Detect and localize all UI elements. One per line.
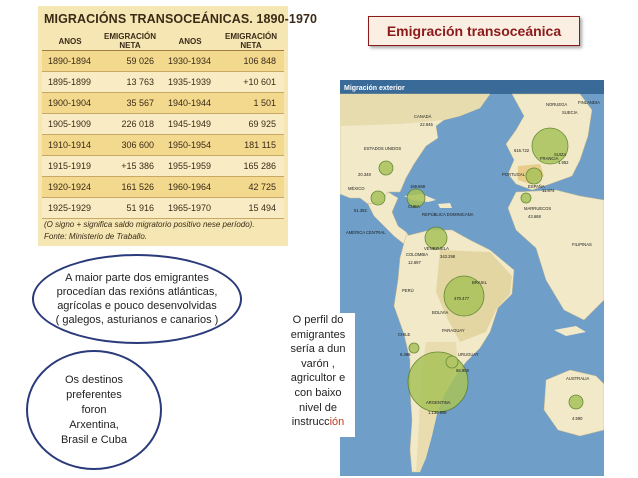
map-number-morocco: 43.668: [528, 214, 541, 219]
profile-line-8: [281, 415, 355, 430]
map-number-mexico: 51.392: [354, 208, 367, 213]
circle-morocco: [521, 193, 531, 203]
map-label-paraguay: PARAGUAY: [442, 328, 465, 333]
map-label-uruguay: URUGUAY: [458, 352, 479, 357]
map-label-australia: AUSTRALIA: [566, 376, 590, 381]
cell-net-2: 181 115: [218, 135, 284, 156]
cell-years-1: 1915-1919: [42, 156, 98, 177]
cell-net-2: 15 494: [218, 198, 284, 219]
cell-years-2: 1945-1949: [162, 114, 218, 135]
migration-table-panel: [38, 6, 318, 246]
profile-line-1: O perfil do: [292, 314, 344, 326]
map-number-chile: 6.398: [400, 352, 411, 357]
map-label-suiza: SUIZA: [554, 152, 567, 157]
cell-years-2: 1935-1939: [162, 72, 218, 93]
table-row: [42, 198, 284, 219]
header-net-1: EMIGRACIÓN NETA: [98, 32, 162, 51]
map-number-usa: 20.348: [358, 172, 371, 177]
destinations-line-2: preferentes: [66, 388, 122, 401]
map-number-canada: 22.945: [420, 122, 433, 127]
table-source: Fonte: Ministerio de Traballo.: [44, 232, 148, 241]
map-label-morocco: MARRUECOS: [524, 206, 552, 211]
reasons-line-3: agrícolas e pouco desenvolvidas: [57, 300, 217, 312]
cell-years-1: 1925-1929: [42, 198, 98, 219]
reasons-line-1: A maior parte dos emigrantes: [65, 272, 209, 284]
table-row: [42, 135, 284, 156]
map-label-mexico: MÉXICO: [348, 186, 365, 191]
map-label-brasil: BRASIL: [472, 280, 487, 285]
table-row: [42, 114, 284, 135]
map-label-usa: ESTADOS UNIDOS: [364, 146, 402, 151]
cell-net-1: 13 763: [98, 72, 162, 93]
map-label-america-central: AMÉRICA CENTRAL: [346, 230, 386, 235]
profile-line-7: nivel de: [299, 401, 337, 414]
reasons-line-4: ( galegos, asturianos e canarios ): [55, 314, 219, 326]
cell-net-2: +10 601: [218, 72, 284, 93]
circle-chile: [409, 343, 419, 353]
cell-years-2: 1955-1959: [162, 156, 218, 177]
map-label-chile: CHILE: [398, 332, 411, 337]
map-label-peru: PERÚ: [402, 288, 414, 293]
cell-years-2: 1960-1964: [162, 177, 218, 198]
profile-line-3: sería a dun: [290, 343, 346, 356]
map-label-finland: FINLANDIA: [578, 100, 600, 105]
cell-net-2: 42 725: [218, 177, 284, 198]
origin-regions-ellipse: [32, 254, 242, 344]
map-label-bolivia: BOLIVIA: [432, 310, 449, 315]
reasons-line-2: procedían das rexións atlánticas,: [56, 286, 218, 298]
map-label-argentina: ARGENTINA: [426, 400, 451, 405]
map-number-australia: 4.590: [572, 416, 583, 421]
profile-line-5: agricultor e: [290, 372, 346, 385]
map-label-venezuela: VENEZUELA: [424, 246, 449, 251]
cell-net-1: 35 567: [98, 93, 162, 114]
table-row: [42, 156, 284, 177]
table-body: [42, 51, 284, 219]
profile-line-8-main: instrucc: [291, 416, 330, 429]
cell-years-1: 1890-1894: [42, 51, 98, 72]
map-number-uruguay: 56.908: [456, 368, 469, 373]
table-header-row: [42, 32, 284, 51]
cell-net-1: 51 916: [98, 198, 162, 219]
circle-australia: [569, 395, 583, 409]
header-net-2: EMIGRACIÓN NETA: [218, 32, 284, 51]
map-label-philippines: FILIPINAS: [572, 242, 592, 247]
destinations-line-4: Arxentina,: [69, 418, 119, 431]
profile-line-6: con baixo: [294, 386, 342, 399]
table-title: MIGRACIÓNS TRANSOCEÁNICAS. 1890-1970: [44, 12, 318, 26]
destinations-line-1: Os destinos: [64, 373, 124, 386]
map-number-suiza: 1.952: [558, 160, 569, 165]
map-label-norway: NORUEGA: [546, 102, 568, 107]
profile-line-2: emigrantes: [290, 328, 346, 341]
cell-years-2: 1965-1970: [162, 198, 218, 219]
table-row: [42, 72, 284, 93]
profile-line-8-tail: ión: [329, 416, 345, 429]
circle-usa: [379, 161, 393, 175]
cell-net-1: 59 026: [98, 51, 162, 72]
cell-years-1: 1910-1914: [42, 135, 98, 156]
map-title: Migración exterior: [344, 85, 405, 92]
destinations-line-3: foron: [81, 403, 107, 416]
page-title: Emigración transoceánica: [368, 16, 580, 46]
cell-years-1: 1905-1909: [42, 114, 98, 135]
profile-line-4: varón ,: [301, 357, 335, 370]
map-number-cuba: 169.868: [410, 184, 426, 189]
emigrant-profile-box: [281, 313, 355, 437]
map-number-spain: 11.874: [542, 188, 555, 193]
cell-years-2: 1930-1934: [162, 51, 218, 72]
circle-mexico: [371, 191, 385, 205]
cell-years-1: 1920-1924: [42, 177, 98, 198]
map-label-dominican: REPÚBLICA DOMINICANA: [422, 212, 474, 217]
cell-net-2: 165 286: [218, 156, 284, 177]
migration-map: [340, 80, 604, 476]
cell-years-2: 1950-1954: [162, 135, 218, 156]
map-label-canada: CANADÁ: [414, 114, 432, 119]
table-row: [42, 51, 284, 72]
cell-net-2: 106 848: [218, 51, 284, 72]
map-number-venezuela: 343.298: [440, 254, 456, 259]
map-label-cuba: CUBA: [408, 204, 420, 209]
table-row: [42, 93, 284, 114]
table-note: (O signo + significa saldo migratorio positivo nese período).: [44, 220, 255, 229]
migration-table: [42, 32, 284, 219]
cell-net-1: 161 526: [98, 177, 162, 198]
map-label-portugal: PORTUGAL: [502, 172, 525, 177]
cell-years-1: 1895-1899: [42, 72, 98, 93]
circle-spain: [526, 168, 542, 184]
circle-uruguay: [446, 356, 458, 368]
map-number-europe: 616.722: [514, 148, 530, 153]
destinations-ellipse: [26, 350, 162, 470]
map-label-france: FRANCIA: [540, 156, 559, 161]
map-number-colombia: 12.697: [408, 260, 421, 265]
table-row: [42, 177, 284, 198]
map-label-sweden: SUECIA: [562, 110, 578, 115]
map-label-colombia: COLOMBIA: [406, 252, 429, 257]
header-years-1: ANOS: [42, 32, 98, 51]
map-number-brasil: 470.477: [454, 296, 470, 301]
cell-net-2: 1 501: [218, 93, 284, 114]
destinations-line-5: Brasil e Cuba: [60, 433, 128, 446]
cell-net-2: 69 925: [218, 114, 284, 135]
cell-net-1: +15 386: [98, 156, 162, 177]
cell-years-2: 1940-1944: [162, 93, 218, 114]
cell-net-1: 306 600: [98, 135, 162, 156]
header-years-2: ANOS: [162, 32, 218, 51]
map-label-spain: ESPAÑA: [528, 184, 545, 189]
cell-years-1: 1900-1904: [42, 93, 98, 114]
cell-net-1: 226 018: [98, 114, 162, 135]
map-number-argentina: 1.130.906: [428, 410, 447, 415]
